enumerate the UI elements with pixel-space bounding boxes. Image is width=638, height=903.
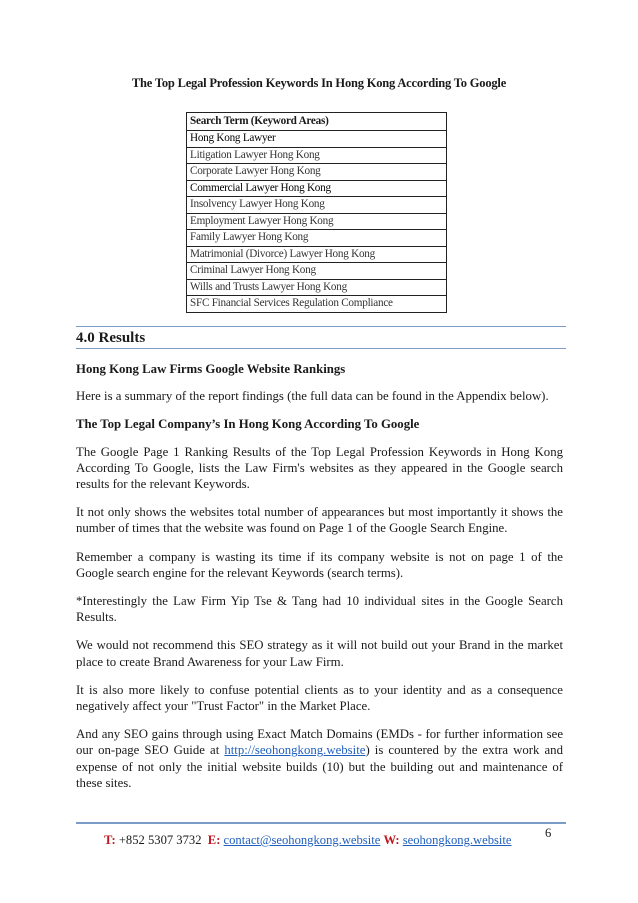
table-cell: Commercial Lawyer Hong Kong <box>187 180 447 197</box>
website-link[interactable]: seohongkong.website <box>402 833 512 847</box>
email-link[interactable]: contact@seohongkong.website <box>223 833 381 847</box>
table-header-cell: Search Term (Keyword Areas) <box>187 113 447 131</box>
phone-number: +852 5307 3732 <box>118 833 202 847</box>
table-row <box>187 213 447 230</box>
table-header-row <box>187 113 447 131</box>
table-cell: Insolvency Lawyer Hong Kong <box>187 197 447 214</box>
table-cell: Criminal Lawyer Hong Kong <box>187 263 447 280</box>
emd-text-before: And any SEO gains through using Exact Match Domains (EMDs - for further information see our on-page SEO Guide at <box>76 727 563 758</box>
emd-text-after: ) is countered by the extra work and expense of not only the initial website builds (10) but the building out and maintenance of these sites. <box>76 743 563 790</box>
table-row <box>187 296 447 313</box>
section-bottom-rule <box>76 348 566 349</box>
table-row <box>187 279 447 296</box>
paragraph-recommendation: We would not recommend this SEO strategy as it will not build out your Brand in the market place to create Brand Awareness for your Law Firm. <box>76 638 563 669</box>
table-cell: Hong Kong Lawyer <box>187 131 447 148</box>
email-label: E: <box>207 833 221 847</box>
section-heading: 4.0 Results <box>76 330 146 346</box>
table-cell: Litigation Lawyer Hong Kong <box>187 147 447 164</box>
website-label: W: <box>383 833 400 847</box>
table-cell: Family Lawyer Hong Kong <box>187 230 447 247</box>
paragraph-ranking-results: The Google Page 1 Ranking Results of the Top Legal Profession Keywords in Hong Kong According To Google, lists the Law Firm's websites as they appeared in the Google search results for the relevant Keywords. <box>76 444 563 492</box>
paragraph-summary: Here is a summary of the report findings (the full data can be found in the Appendix below). <box>76 389 549 404</box>
table-row <box>187 164 447 181</box>
footer-contact <box>104 833 511 848</box>
table-row <box>187 131 447 148</box>
page-number: 6 <box>545 826 552 840</box>
subheading-top-companies: The Top Legal Company’s In Hong Kong According To Google <box>76 417 420 432</box>
table-cell: Corporate Lawyer Hong Kong <box>187 164 447 181</box>
section-top-rule <box>76 326 566 327</box>
keyword-table-title: The Top Legal Profession Keywords In Hong Kong According To Google <box>131 76 507 90</box>
paragraph-trust-factor: It is also more likely to confuse potential clients as to your identity and as a consequence negatively affect your "Trust Factor" in the Market Place. <box>76 682 563 714</box>
paragraph-appearances: It not only shows the websites total number of appearances but most importantly it shows the number of times that the website was found on Page 1 of the Google Search Engine. <box>76 505 563 536</box>
table-row <box>187 197 447 214</box>
paragraph-yip-tse-tang: *Interestingly the Law Firm Yip Tse & Tang had 10 individual sites in the Google Search Results. <box>76 594 563 625</box>
footer-rule <box>76 822 566 824</box>
section-body <box>76 361 563 803</box>
table-cell: Matrimonial (Divorce) Lawyer Hong Kong <box>187 246 447 263</box>
keyword-table <box>186 112 447 313</box>
table-row <box>187 180 447 197</box>
table-cell: Employment Lawyer Hong Kong <box>187 213 447 230</box>
table-row <box>187 147 447 164</box>
table-row <box>187 246 447 263</box>
subheading-rankings: Hong Kong Law Firms Google Website Rankings <box>76 362 346 376</box>
table-cell: Wills and Trusts Lawyer Hong Kong <box>187 279 447 296</box>
table-row <box>187 230 447 247</box>
table-row <box>187 263 447 280</box>
paragraph-emd <box>76 726 563 791</box>
seo-guide-link[interactable]: http://seohongkong.website <box>224 743 366 758</box>
paragraph-page-one: Remember a company is wasting its time if its company website is not on page 1 of the Google search engine for the relevant Keywords (search terms). <box>76 549 563 580</box>
phone-label: T: <box>104 833 116 847</box>
table-cell: SFC Financial Services Regulation Compliance <box>187 296 447 313</box>
